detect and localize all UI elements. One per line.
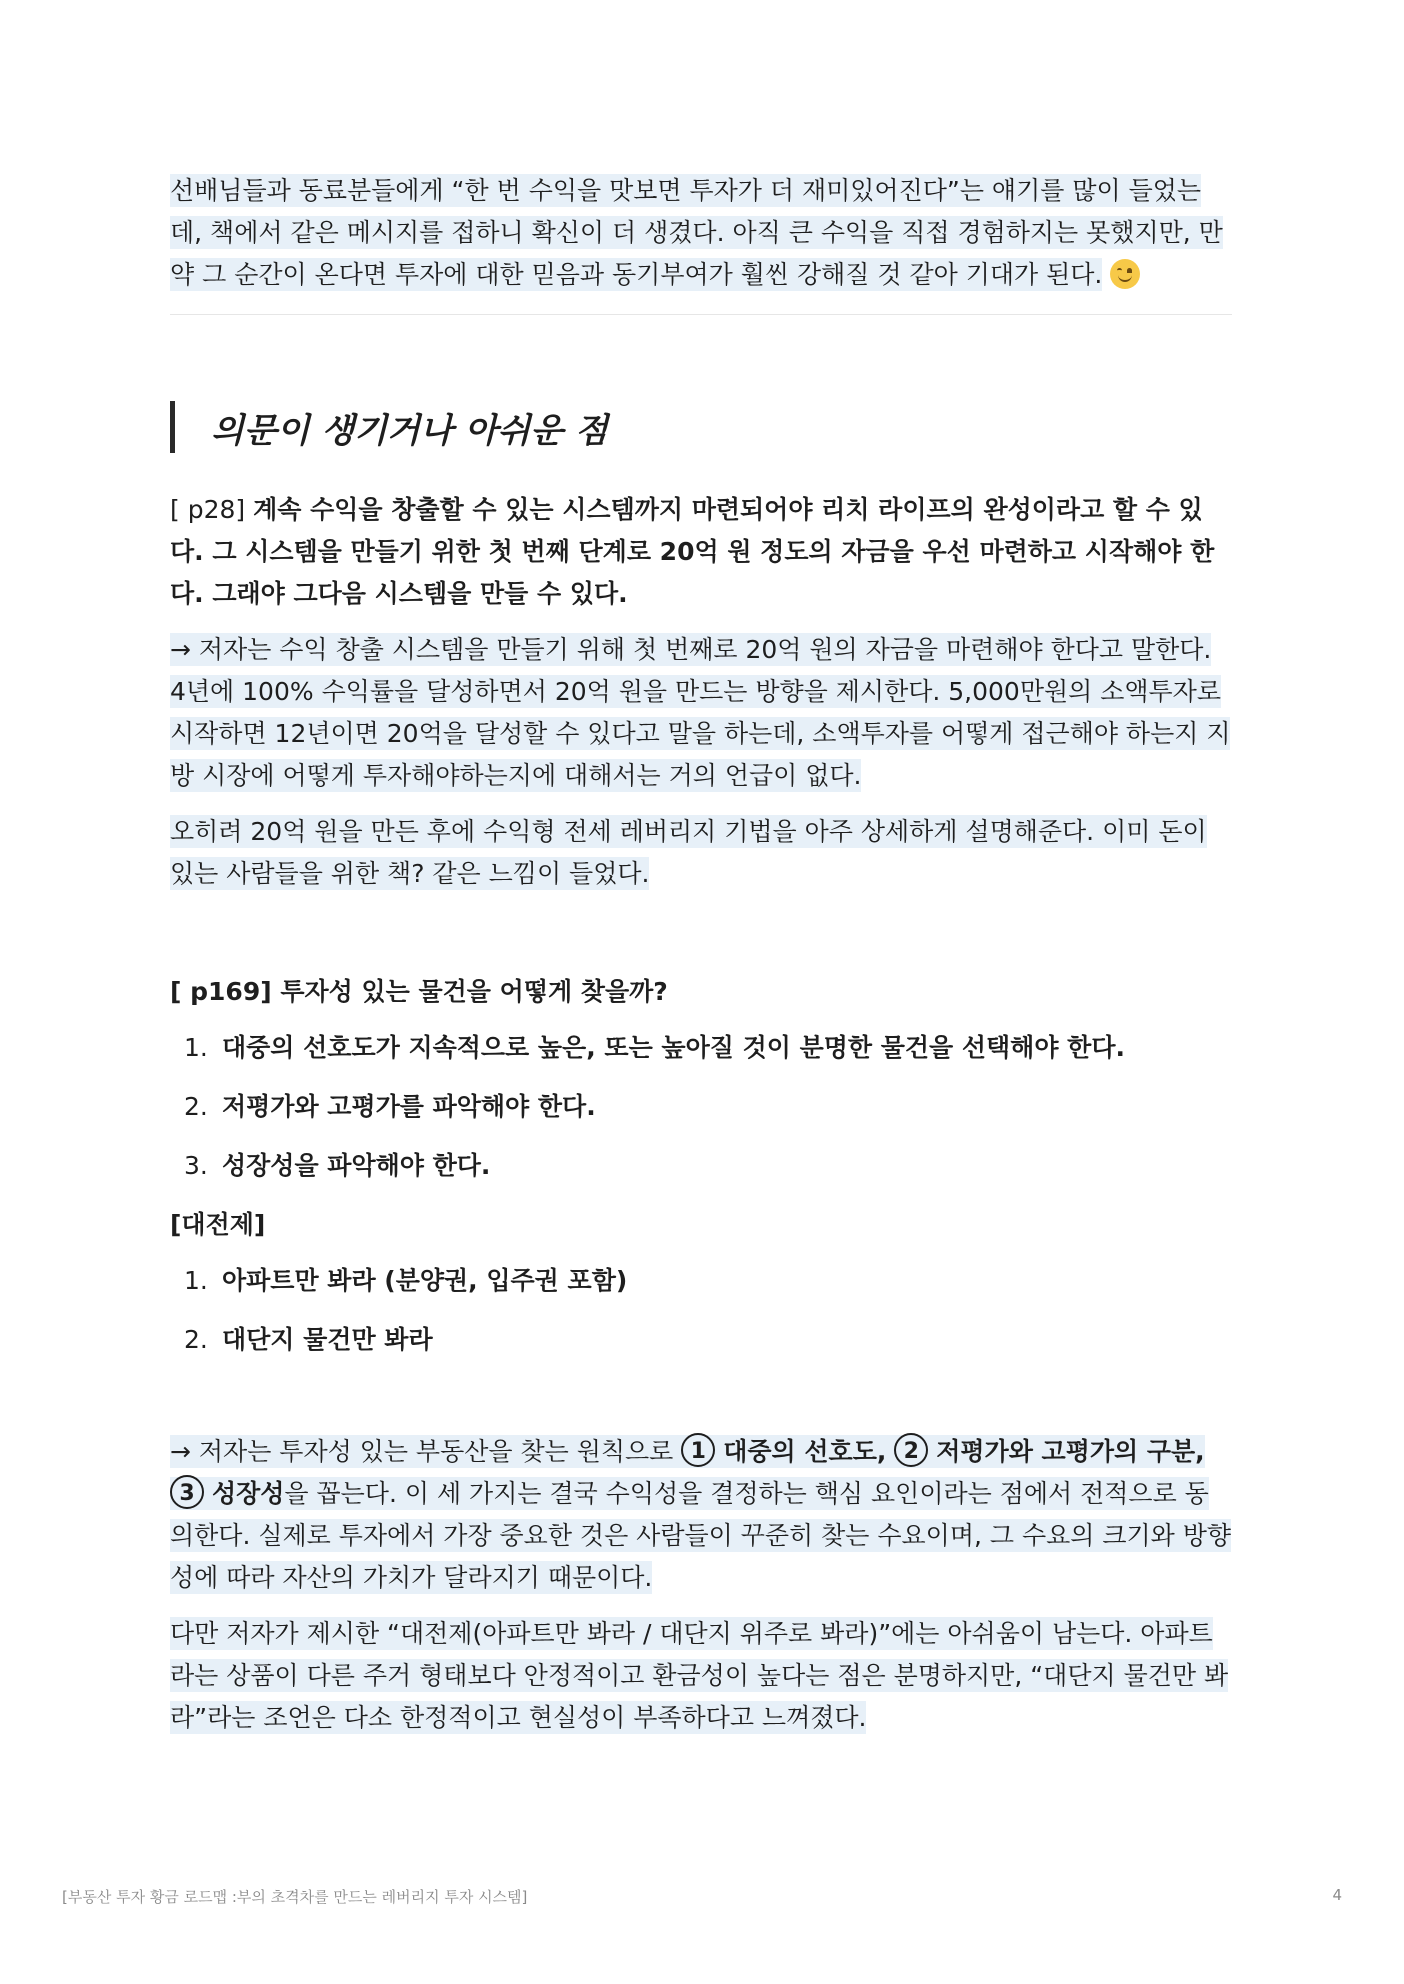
- divider: [170, 314, 1232, 315]
- quote-p169-heading: [ p169] 투자성 있는 물건을 어떻게 찾을까?: [170, 977, 668, 1006]
- intro-paragraph: [170, 170, 1232, 296]
- comment-text-4: 다만 저자가 제시한 “대전제(아파트만 봐라 / 대단지 위주로 봐라)”에는 아쉬움이 남는다. 아파트라는 상품이 다른 주거 형태보다 안정적이고 환금성이 높다는 점은 분명하지만, “대단지 물건만 봐라”라는 조언은 다소 한정적이고 현실성이 부족하다고 느껴졌다.: [170, 1619, 1229, 1732]
- footer-title: [부동산 투자 황금 로드맵 :부의 초격차를 만드는 레버리지 투자 시스템]: [62, 1888, 528, 1906]
- comment-text-3: → 저자는 투자성 있는 부동산을 찾는 원칙으로 1 대중의 선호도, 2 저평가와 고평가의 구분, 3 성장성을 꼽는다. 이 세 가지는 결국 수익성을 결정하는 핵심 요인이라는 점에서 전적으로 동의한다. 실제로 투자에서 가장 중요한 것은 사람들이 꾸준히 찾는 수요이며, 그 수요의 크기와 방향성에 따라 자산의 가치가 달라지기 때문이다.: [170, 1435, 1231, 1594]
- section-heading: [170, 401, 1232, 453]
- list-item: 1. 대중의 선호도가 지속적으로 높은, 또는 높아질 것이 분명한 물건을 선택해야 한다.: [184, 1033, 1125, 1062]
- circled-number-1: 1: [681, 1433, 715, 1467]
- page-number: 4: [1332, 1886, 1342, 1904]
- smiling-face-icon: [1110, 259, 1140, 289]
- premise-list: [170, 1260, 1232, 1361]
- list-item: 2. 대단지 물건만 봐라: [184, 1325, 433, 1354]
- document-body: [170, 170, 1232, 1739]
- page-footer: [62, 1886, 1342, 1907]
- criteria-list: [170, 1027, 1232, 1187]
- comment-paragraph-2: [170, 811, 1232, 895]
- quote-p28: [170, 489, 1232, 615]
- comment-text-1: → 저자는 수익 창출 시스템을 만들기 위해 첫 번째로 20억 원의 자금을 마련해야 한다고 말한다. 4년에 100% 수익률을 달성하면서 20억 원을 만드는 방향을 제시한다. 5,000만원의 소액투자로 시작하면 12년이면 20억을 달성할 수 있다고 말을 하는데, 소액투자를 어떻게 접근해야 하는지 지방 시장에 어떻게 투자해야하는지에 대해서는 거의 언급이 없다.: [170, 635, 1231, 790]
- circled-number-2: 2: [894, 1433, 928, 1467]
- list-item: 1. 아파트만 봐라 (분양권, 입주권 포함): [184, 1266, 628, 1295]
- section-heading-text: 의문이 생기거나 아쉬운 점: [211, 410, 608, 451]
- intro-text: 선배님들과 동료분들에게 “한 번 수익을 맛보면 투자가 더 재미있어진다”는 얘기를 많이 들었는데, 책에서 같은 메시지를 접하니 확신이 더 생겼다. 아직 큰 수익을 직접 경험하지는 못했지만, 만약 그 순간이 온다면 투자에 대한 믿음과 동기부여가 훨씬 강해질 것 같아 기대가 된다.: [170, 176, 1223, 289]
- quote-ref: [ p28]: [170, 495, 246, 524]
- comment-paragraph-3: [170, 1431, 1232, 1599]
- comment-text-2: 오히려 20억 원을 만든 후에 수익형 전세 레버리지 기법을 아주 상세하게 설명해준다. 이미 돈이 있는 사람들을 위한 책? 같은 느낌이 들었다.: [170, 817, 1207, 888]
- quote-text: 계속 수익을 창출할 수 있는 시스템까지 마련되어야 리치 라이프의 완성이라고 할 수 있다. 그 시스템을 만들기 위한 첫 번째 단계로 20억 원 정도의 자금을 우선 마련하고 시작해야 한다. 그래야 그다음 시스템을 만들 수 있다.: [170, 495, 1215, 608]
- list-item: 2. 저평가와 고평가를 파악해야 한다.: [184, 1092, 596, 1121]
- list-item: 3. 성장성을 파악해야 한다.: [184, 1151, 491, 1180]
- premise-label: [대전제]: [170, 1210, 266, 1239]
- circled-number-3: 3: [170, 1475, 204, 1509]
- comment-paragraph-4: [170, 1613, 1232, 1739]
- comment-paragraph-1: [170, 629, 1232, 797]
